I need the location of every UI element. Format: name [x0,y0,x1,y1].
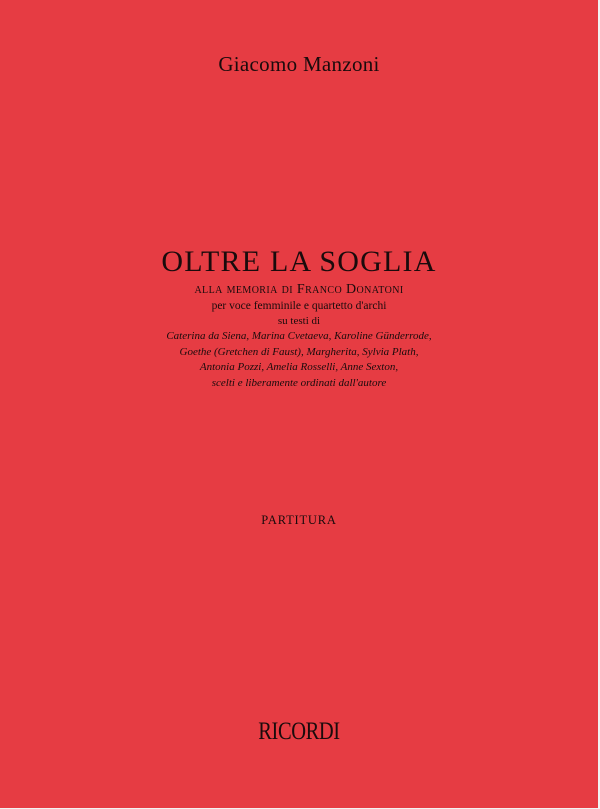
dedication: alla memoria di Franco Donatoni [194,282,404,297]
authors-line: Goethe (Gretchen di Faust), Margherita, Sylvia Plath, [179,345,419,358]
instrumentation-subtitle: per voce femminile e quartetto d'archi [211,300,387,312]
authors-line: Antonia Pozzi, Amelia Rosselli, Anne Sexton, [199,361,399,373]
texts-intro: su testi di [277,315,321,327]
text-authors [0,329,598,391]
work-title: OLTRE LA SOGLIA [161,245,437,278]
title-block [0,244,598,391]
score-type-label: PARTITURA [261,513,337,527]
authors-line: Caterina da Siena, Marina Cvetaeva, Karoline Günderrode, [166,330,432,342]
publisher-logo: RICORDI [258,718,340,745]
composer-name: Giacomo Manzoni [218,52,380,76]
authors-line: scelti e liberamente ordinati dall'autore [211,376,387,389]
